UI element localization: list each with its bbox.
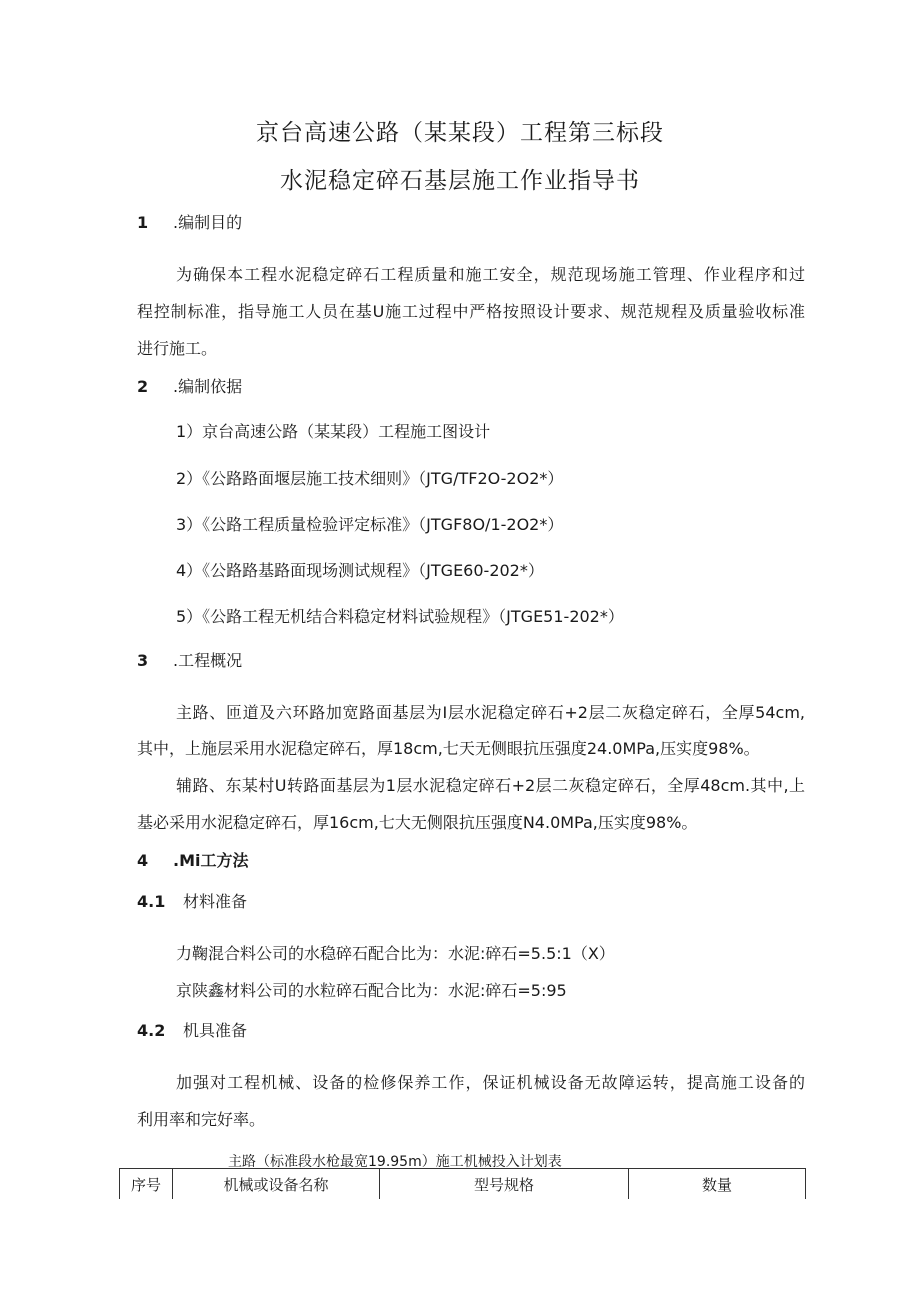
section-3-number: 3 bbox=[137, 651, 149, 670]
section-4-heading bbox=[137, 851, 249, 871]
section-3-heading bbox=[137, 651, 242, 671]
document-title-line2: 水泥稳定碎石基层施工作业指导书 bbox=[280, 168, 640, 194]
reference-item-5: 5）《公路工程无机结合料稳定材料试验规程》（JTGE51-202*） bbox=[176, 607, 624, 626]
header-equipment-name: 机械或设备名称 bbox=[173, 1169, 380, 1200]
section-3-paragraph1-line2: 其中，上施层采用水泥稳定碎石，厚18cm,七天无侧眼抗压强度24.0MPa,压实度98%。 bbox=[137, 739, 760, 758]
section-4-2-number: 4.2 bbox=[137, 1021, 166, 1040]
section-2-heading bbox=[137, 377, 242, 397]
reference-item-4: 4）《公路路基路面现场测试规程》（JTGE60-202*） bbox=[176, 561, 544, 580]
section-1-number: 1 bbox=[137, 213, 149, 232]
equipment-table bbox=[119, 1168, 806, 1199]
header-quantity: 数量 bbox=[629, 1169, 806, 1200]
section-2-number: 2 bbox=[137, 377, 149, 396]
section-1-paragraph-line3: 进行施工。 bbox=[137, 339, 218, 358]
section-4-number: 4 bbox=[137, 851, 149, 870]
section-4-1-line1: 力鞠混合料公司的水稳碎石配合比为：水泥:碎石=5.5:1（X） bbox=[176, 944, 615, 963]
section-3-title: .工程概况 bbox=[173, 651, 243, 670]
section-4-1-number: 4.1 bbox=[137, 892, 166, 911]
section-4-2-line2: 利用率和完好率。 bbox=[137, 1110, 266, 1129]
section-4-2-line1: 加强对工程机械、设备的检修保养工作，保证机械设备无故障运转，提高施工设备的 bbox=[176, 1073, 805, 1092]
section-4-1-heading bbox=[137, 892, 247, 912]
reference-item-3: 3）《公路工程质量检验评定标准》（JTGF8O∕1-2O2*） bbox=[176, 515, 564, 534]
document-title-line1: 京台高速公路（某某段）工程第三标段 bbox=[256, 120, 664, 146]
section-2-title: .编制依据 bbox=[173, 377, 243, 396]
section-3-paragraph2-line2: 基必采用水泥稳定碎石，厚16cm,七大无侧限抗压强度N4.0MPa,压实度98%。 bbox=[137, 813, 698, 832]
section-1-title: .编制目的 bbox=[173, 213, 243, 232]
section-4-2-title: 机具准备 bbox=[183, 1021, 248, 1040]
reference-item-2: 2）《公路路面堰层施工技术细则》（JTG/TF2O-2O2*） bbox=[176, 469, 564, 488]
section-4-2-heading bbox=[137, 1021, 247, 1041]
section-4-1-title: 材料准备 bbox=[183, 892, 248, 911]
section-1-paragraph-line2: 程控制标准，指导施工人员在基U施工过程中严格按照设计要求、规范规程及质量验收标准 bbox=[137, 302, 805, 321]
section-3-paragraph2-line1: 辅路、东某村U转路面基层为1层水泥稳定碎石+2层二灰稳定碎石，全厚48cm.其中,上 bbox=[176, 776, 805, 795]
section-1-paragraph-line1: 为确保本工程水泥稳定碎石工程质量和施工安全，规范现场施工管理、作业程序和过 bbox=[176, 265, 805, 284]
table-header-row bbox=[120, 1169, 806, 1200]
section-4-title: .Mi工方法 bbox=[173, 851, 249, 870]
header-model-spec: 型号规格 bbox=[380, 1169, 629, 1200]
header-serial-number: 序号 bbox=[120, 1169, 173, 1200]
section-3-paragraph1-line1: 主路、匝道及六环路加宽路面基层为I层水泥稳定碎石+2层二灰稳定碎石，全厚54cm, bbox=[176, 703, 805, 722]
table-caption: 主路（标准段水枪最宽19.95m）施工机械投入计划表 bbox=[228, 1154, 562, 1170]
reference-item-1: 1）京台高速公路（某某段）工程施工图设计 bbox=[176, 422, 491, 441]
section-4-1-line2: 京陕鑫材料公司的水粒碎石配合比为：水泥:碎石=5:95 bbox=[176, 981, 567, 1000]
section-1-heading bbox=[137, 213, 242, 233]
